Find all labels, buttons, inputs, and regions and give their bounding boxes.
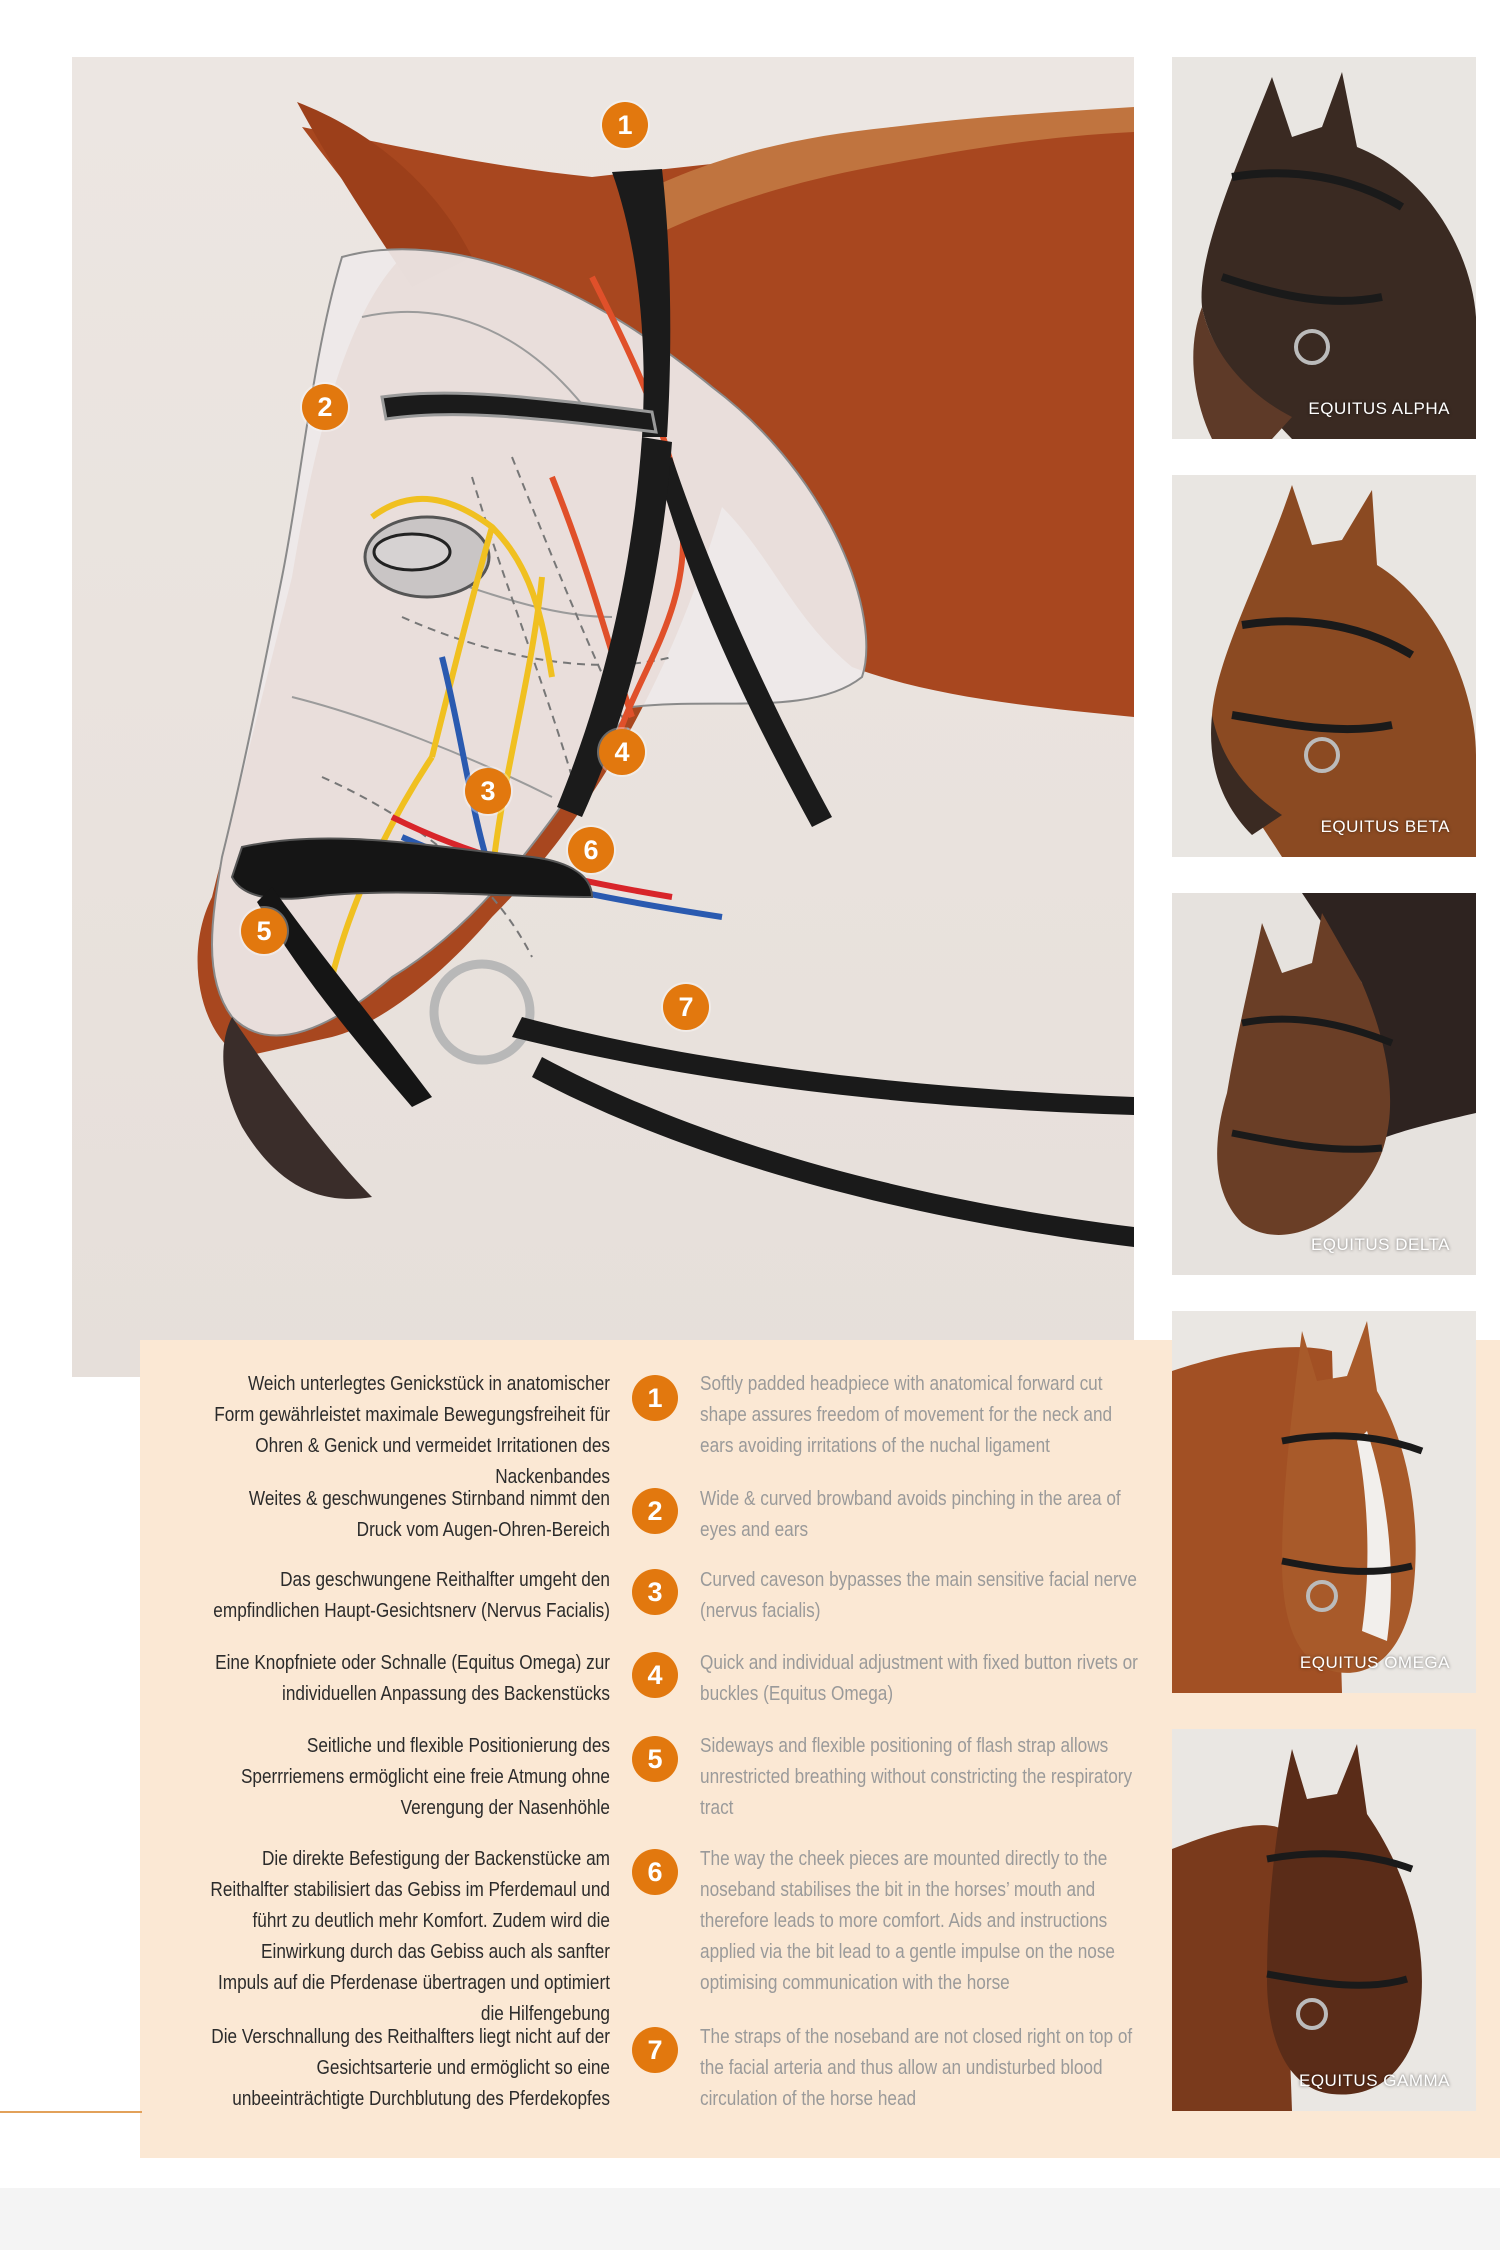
- feature-text-english: Quick and individual adjustment with fixed button rivets or buckles (Equitus Omega): [700, 1652, 1138, 1705]
- feature-text-german: Die Verschnallung des Reithalfters liegt nicht auf der Gesichtsarterie und ermöglicht so eine unbeeinträchtigte Durchblutung des Pferdekopfes: [211, 2026, 610, 2110]
- thumbnail-equitus-delta[interactable]: [1172, 893, 1476, 1275]
- horse-photo-alpha: [1172, 57, 1476, 439]
- feature-text-german: Eine Knopfniete oder Schnalle (Equitus Omega) zur individuellen Anpassung des Backenstücks: [215, 1652, 610, 1705]
- thumbnail-equitus-beta[interactable]: [1172, 475, 1476, 857]
- thumbnail-caption: EQUITUS BETA: [1320, 817, 1450, 836]
- bridle-anatomy-illustration: [72, 57, 1134, 1377]
- feature-number-badge: 5: [632, 1736, 678, 1782]
- feature-number-badge: 3: [632, 1569, 678, 1615]
- marker-6[interactable]: 6: [568, 827, 614, 873]
- thumbnail-caption: EQUITUS DELTA: [1310, 1235, 1450, 1254]
- feature-number-badge: 1: [632, 1375, 678, 1421]
- accent-divider: [0, 2111, 142, 2113]
- marker-2[interactable]: 2: [302, 384, 348, 430]
- feature-text-english: The way the cheek pieces are mounted directly to the noseband stabilises the bit in the horses’ mouth and therefore leads to more comfort. Aids and instructions applied via the bit lead to a gentle impulse on the nose optimising communication with the horse: [700, 1848, 1116, 1994]
- feature-text-german: Das geschwungene Reithalfter umgeht den empfindlichen Haupt-Gesichtsnerv (Nervus Facialis): [213, 1569, 611, 1622]
- thumbnail-equitus-gamma[interactable]: [1172, 1729, 1476, 2111]
- horse-photo-delta: [1172, 893, 1476, 1275]
- feature-text-english: The straps of the noseband are not closed right on top of the facial arteria and thus allow an undisturbed blood circulation of the horse head: [700, 2026, 1133, 2110]
- feature-text-english: Wide & curved browband avoids pinching in the area of eyes and ears: [700, 1488, 1121, 1541]
- horse-photo-gamma: [1172, 1729, 1476, 2111]
- feature-text-english: Softly padded headpiece with anatomical forward cut shape assures freedom of movement for the neck and ears avoiding irritations of the nuchal ligament: [700, 1373, 1113, 1457]
- feature-number-badge: 2: [632, 1488, 678, 1534]
- feature-text-german: Die direkte Befestigung der Backenstücke am Reithalfter stabilisiert das Gebiss im Pferdemaul und führt zu deutlich mehr Komfort. Zudem wird die Einwirkung durch das Gebiss auch als sanfter Impuls auf die Pferdenase übertragen und optimiert die Hilfengebung: [210, 1848, 610, 2025]
- thumbnail-equitus-omega[interactable]: [1172, 1311, 1476, 1693]
- marker-5[interactable]: 5: [241, 908, 287, 954]
- thumbnail-equitus-alpha[interactable]: [1172, 57, 1476, 439]
- feature-text-german: Weich unterlegtes Genickstück in anatomischer Form gewährleistet maximale Bewegungsfreiheit für Ohren & Genick und vermeidet Irritationen des Nackenbandes: [214, 1373, 610, 1488]
- feature-text-german: Weites & geschwungenes Stirnband nimmt den Druck vom Augen-Ohren-Bereich: [248, 1488, 611, 1541]
- feature-number-badge: 7: [632, 2027, 678, 2073]
- thumbnail-caption: EQUITUS GAMMA: [1298, 2071, 1450, 2090]
- horse-photo-omega: [1172, 1311, 1476, 1693]
- thumbnail-caption: EQUITUS OMEGA: [1299, 1653, 1450, 1672]
- horse-photo-beta: [1172, 475, 1476, 857]
- feature-text-english: Curved caveson bypasses the main sensitive facial nerve (nervus facialis): [700, 1569, 1137, 1622]
- thumbnail-caption: EQUITUS ALPHA: [1308, 399, 1450, 418]
- marker-3[interactable]: 3: [465, 768, 511, 814]
- page-footer-band: [0, 2188, 1500, 2250]
- feature-text-german: Seitliche und flexible Positionierung des Sperrriemens ermöglicht eine freie Atmung ohne Verengung der Nasenhöhle: [240, 1735, 610, 1819]
- feature-number-badge: 6: [632, 1849, 678, 1895]
- marker-7[interactable]: 7: [663, 984, 709, 1030]
- marker-4[interactable]: 4: [599, 729, 645, 775]
- feature-number-badge: 4: [632, 1652, 678, 1698]
- horse-head-drawing: [72, 57, 1134, 1377]
- feature-text-english: Sideways and flexible positioning of flash strap allows unrestricted breathing without constricting the respiratory tract: [700, 1735, 1133, 1819]
- marker-1[interactable]: 1: [602, 102, 648, 148]
